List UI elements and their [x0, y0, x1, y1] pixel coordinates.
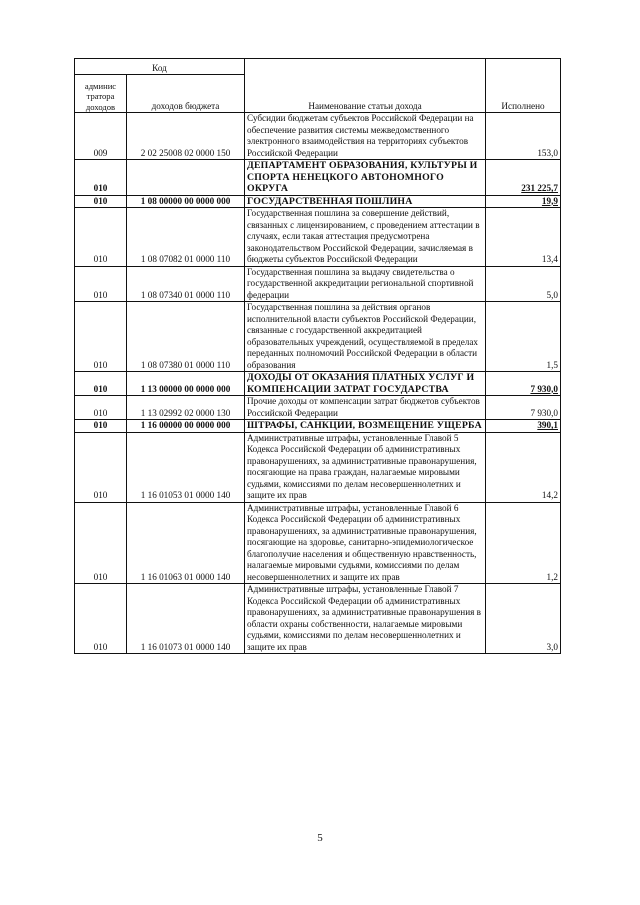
page-number: 5: [317, 832, 323, 844]
header-name: Наименование статьи дохода: [245, 59, 486, 113]
row-executed-value: 390,1: [486, 420, 561, 433]
row-budget-code: 1 13 02992 02 0000 130: [127, 396, 245, 420]
row-item-name: Административные штрафы, установленные Главой 5 Кодекса Российской Федерации об административных правонарушениях, за административные правонарушения, посягающие на права граждан, налагаемые мировыми судьями, комиссиями по делам несовершеннолетних и защите их прав: [245, 432, 486, 502]
row-admin-code: 010: [75, 266, 127, 302]
header-budget: доходов бюджета: [127, 75, 245, 113]
row-budget-code: 1 08 00000 00 0000 000: [127, 195, 245, 208]
row-admin-code: 010: [75, 396, 127, 420]
row-executed-value: 1,5: [486, 302, 561, 372]
table-row: [75, 584, 561, 654]
row-item-name: Государственная пошлина за действия органов исполнительной власти субъектов Российской Федерации, связанные с государственной аккредитацией образовательных учреждений, осуществляемой в пределах переданных полномочий Российской Федерации в области образования: [245, 302, 486, 372]
row-admin-code: 010: [75, 584, 127, 654]
row-admin-code: 010: [75, 302, 127, 372]
table-row: [75, 208, 561, 267]
row-item-name: ГОСУДАРСТВЕННАЯ ПОШЛИНА: [245, 195, 486, 208]
table-row: [75, 302, 561, 372]
table-row: [75, 502, 561, 584]
table-header-row-1: [75, 59, 561, 75]
row-executed-value: 3,0: [486, 584, 561, 654]
row-budget-code: 1 16 01063 01 0000 140: [127, 502, 245, 584]
row-admin-code: 010: [75, 160, 127, 196]
row-admin-code: 010: [75, 195, 127, 208]
row-executed-value: 153,0: [486, 113, 561, 160]
row-item-name: Государственная пошлина за совершение действий, связанных с лицензированием, с проведением аттестации в случаях, если такая аттестация предусмотрена законодательством Российской Федерации, зачисляемая в бюджеты субъектов Российской Федерации: [245, 208, 486, 267]
table-row: [75, 420, 561, 433]
table-row: [75, 432, 561, 502]
row-budget-code: [127, 160, 245, 196]
row-admin-code: 010: [75, 372, 127, 396]
row-item-name: ДОХОДЫ ОТ ОКАЗАНИЯ ПЛАТНЫХ УСЛУГ И КОМПЕНСАЦИИ ЗАТРАТ ГОСУДАРСТВА: [245, 372, 486, 396]
row-executed-value: 5,0: [486, 266, 561, 302]
row-budget-code: 1 08 07082 01 0000 110: [127, 208, 245, 267]
table-row: [75, 195, 561, 208]
row-item-name: ДЕПАРТАМЕНТ ОБРАЗОВАНИЯ, КУЛЬТУРЫ И СПОРТА НЕНЕЦКОГО АВТОНОМНОГО ОКРУГА: [245, 160, 486, 196]
table-row: [75, 160, 561, 196]
table-row: [75, 113, 561, 160]
row-budget-code: 2 02 25008 02 0000 150: [127, 113, 245, 160]
row-admin-code: 010: [75, 502, 127, 584]
row-budget-code: 1 16 01073 01 0000 140: [127, 584, 245, 654]
header-admin: админис тратора доходов: [75, 75, 127, 113]
row-budget-code: 1 16 00000 00 0000 000: [127, 420, 245, 433]
row-executed-value: 7 930,0: [486, 372, 561, 396]
row-executed-value: 14,2: [486, 432, 561, 502]
row-admin-code: 010: [75, 432, 127, 502]
row-admin-code: 009: [75, 113, 127, 160]
row-executed-value: 1,2: [486, 502, 561, 584]
table-row: [75, 372, 561, 396]
row-item-name: Административные штрафы, установленные Главой 6 Кодекса Российской Федерации об административных правонарушениях, за административные правонарушения, посягающие на здоровье, санитарно-эпидемиологическое благополучие населения и общественную нравственность, налагаемые мировыми судьями, комиссиями по делам несовершеннолетних и защите их прав: [245, 502, 486, 584]
budget-table-body: [75, 59, 561, 654]
row-admin-code: 010: [75, 420, 127, 433]
row-budget-code: 1 08 07340 01 0000 110: [127, 266, 245, 302]
table-row: [75, 266, 561, 302]
row-item-name: ШТРАФЫ, САНКЦИИ, ВОЗМЕЩЕНИЕ УЩЕРБА: [245, 420, 486, 433]
row-item-name: Субсидии бюджетам субъектов Российской Федерации на обеспечение развития системы межведомственного электронного взаимодействия на территориях субъектов Российской Федерации: [245, 113, 486, 160]
table-row: [75, 396, 561, 420]
header-code: Код: [75, 59, 245, 75]
budget-table: [74, 58, 561, 654]
row-admin-code: 010: [75, 208, 127, 267]
row-budget-code: 1 08 07380 01 0000 110: [127, 302, 245, 372]
row-item-name: Административные штрафы, установленные Главой 7 Кодекса Российской Федерации об административных правонарушениях, за административные правонарушения в области охраны собственности, налагаемые мировыми судьями, комиссиями по делам несовершеннолетних и защите их прав: [245, 584, 486, 654]
row-executed-value: 13,4: [486, 208, 561, 267]
row-executed-value: 19,9: [486, 195, 561, 208]
header-executed: Исполнено: [486, 59, 561, 113]
row-budget-code: 1 16 01053 01 0000 140: [127, 432, 245, 502]
row-executed-value: 231 225,7: [486, 160, 561, 196]
row-item-name: Государственная пошлина за выдачу свидетельства о государственной аккредитации региональной спортивной федерации: [245, 266, 486, 302]
row-executed-value: 7 930,0: [486, 396, 561, 420]
row-item-name: Прочие доходы от компенсации затрат бюджетов субъектов Российской Федерации: [245, 396, 486, 420]
row-budget-code: 1 13 00000 00 0000 000: [127, 372, 245, 396]
